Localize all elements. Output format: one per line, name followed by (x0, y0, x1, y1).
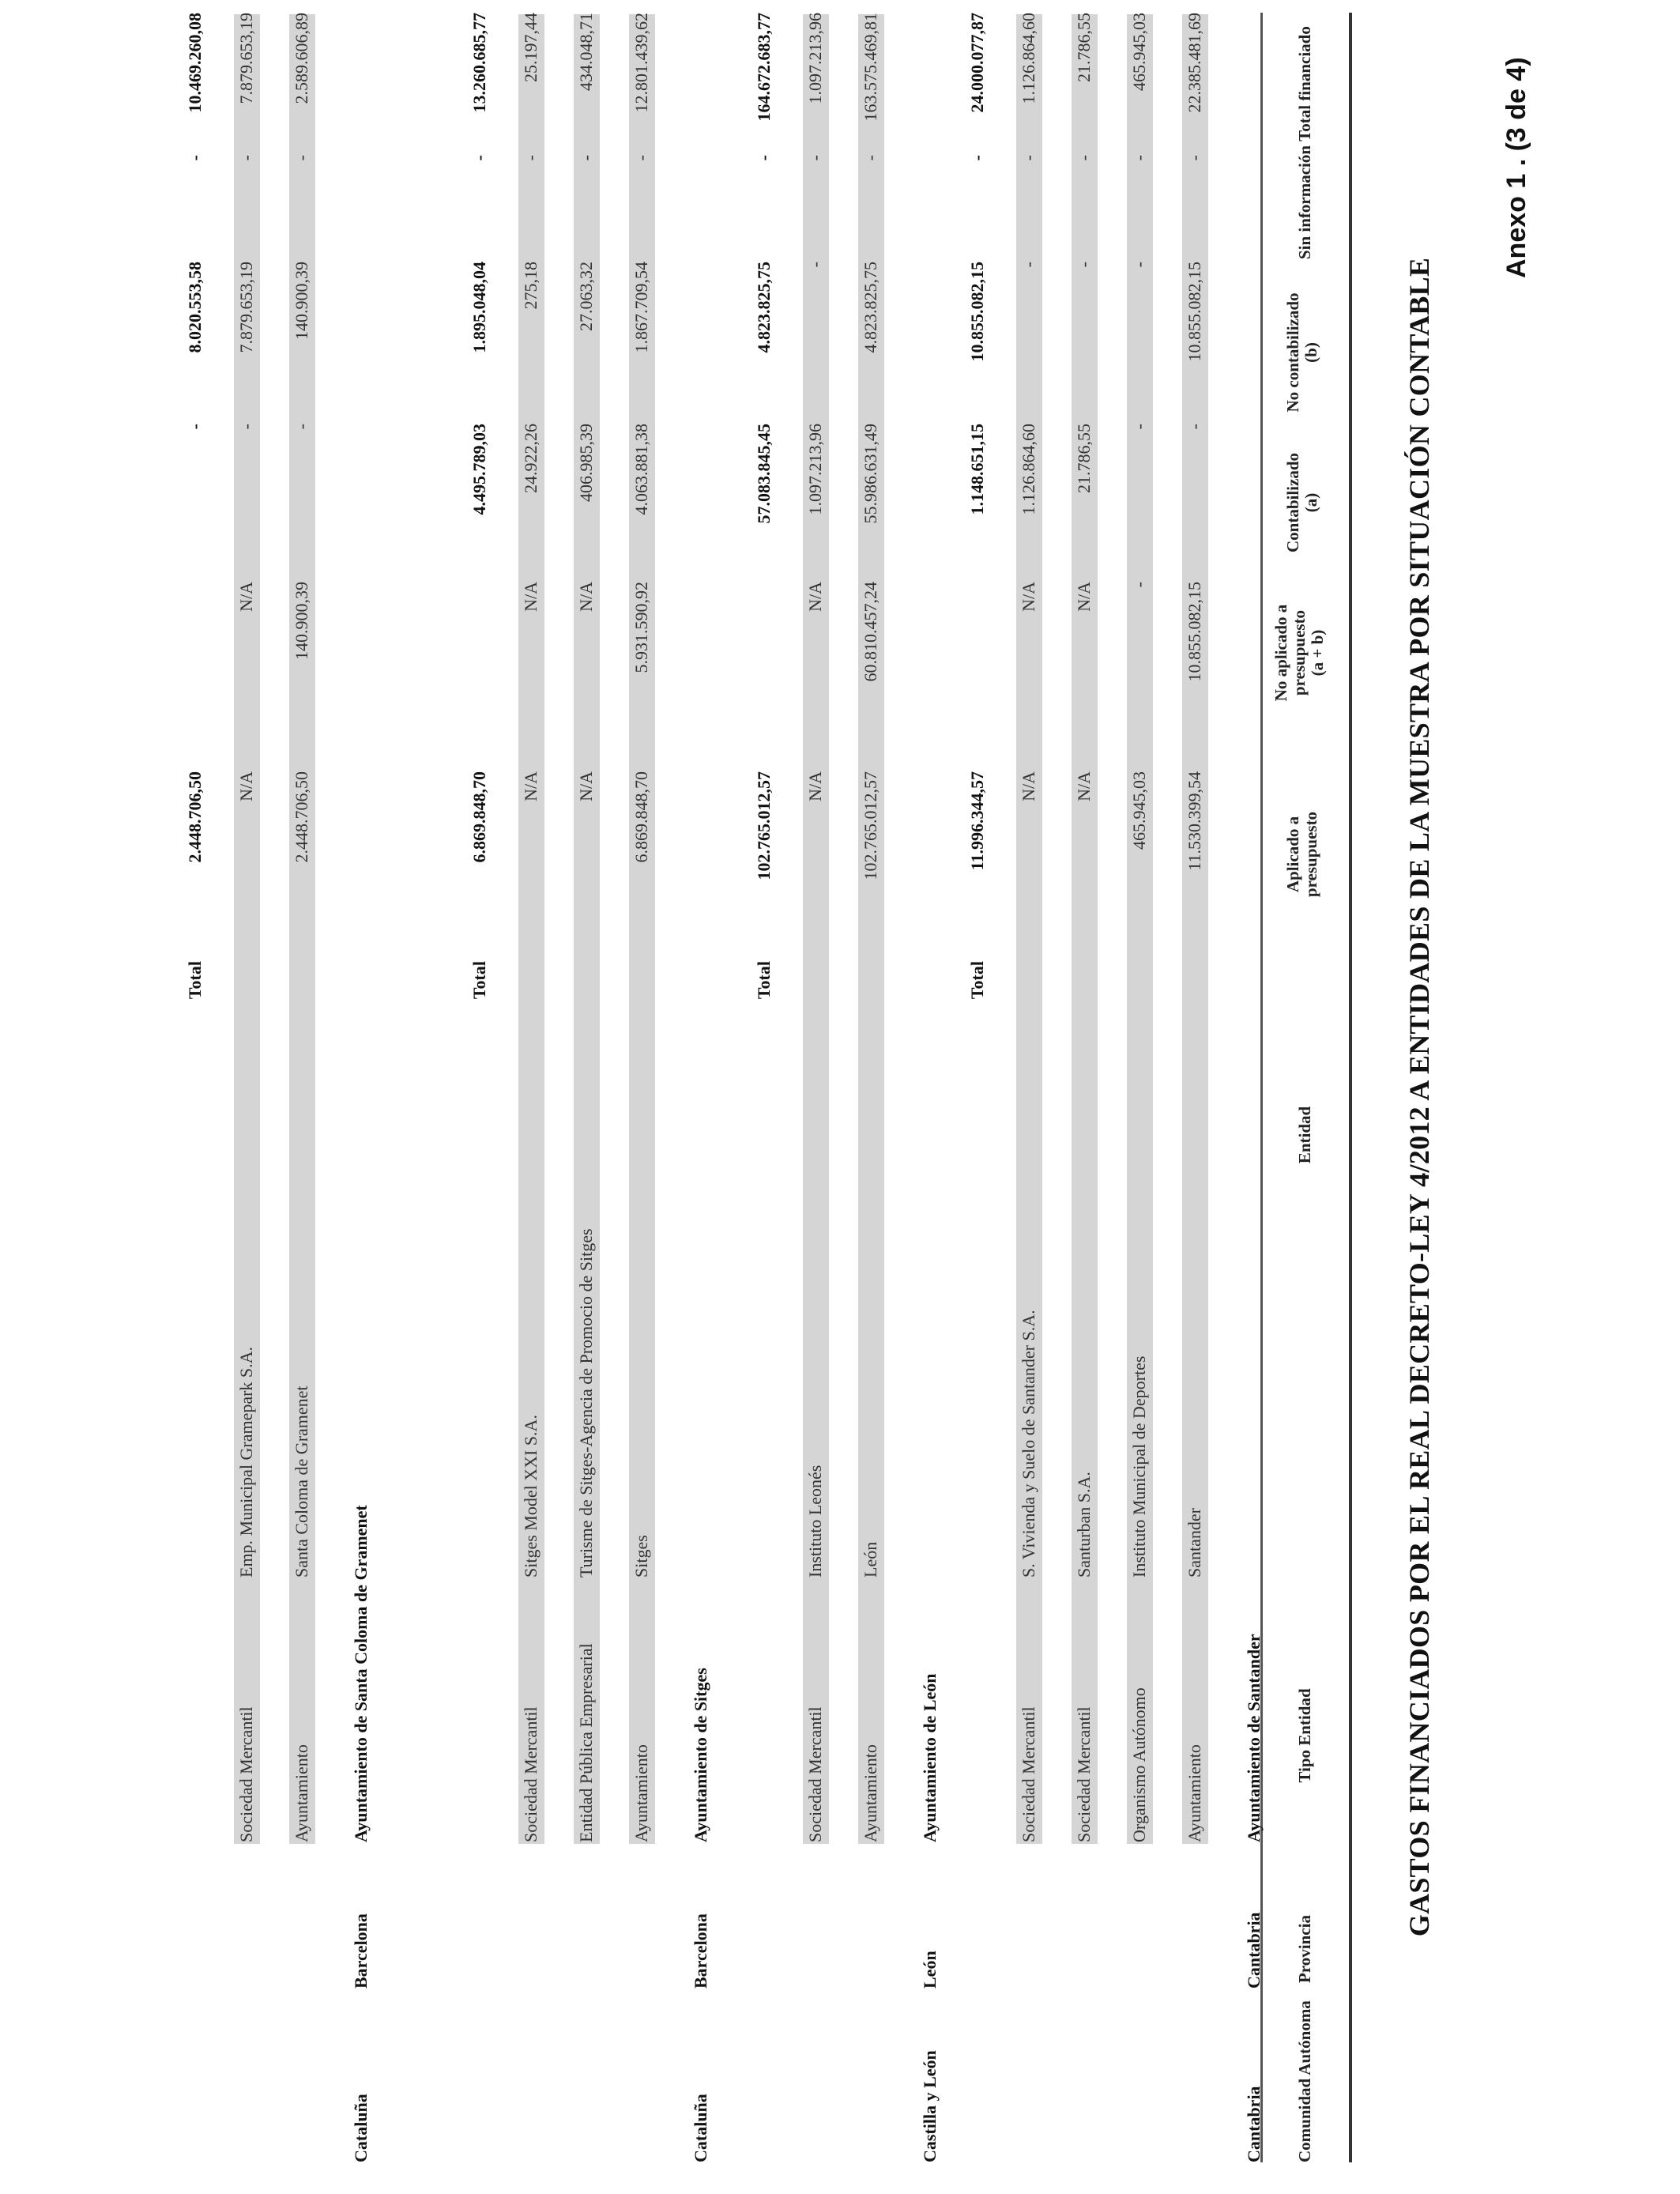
no-aplicado-cell: N/A (1019, 582, 1038, 612)
total-total: 164.672.683,77 (754, 13, 774, 122)
contabilizado-cell: 24.922,26 (521, 424, 541, 493)
header-aplicado-line1: Aplicado a (1283, 816, 1302, 893)
total-total: 24.000.077,87 (967, 13, 987, 113)
no-contabilizado-cell: - (1074, 262, 1094, 268)
sin-info-cell: - (1074, 155, 1094, 161)
no-aplicado-cell: - (1129, 582, 1149, 588)
provincia-cell: Cantabria (1244, 1912, 1264, 1989)
aplicado-cell: 102.765.012,57 (861, 771, 880, 880)
aplicado-cell: 465.945,03 (1129, 771, 1149, 850)
total-cell: 1.126.864,60 (1019, 13, 1038, 104)
total-aplicado: 6.869.848,70 (469, 771, 489, 863)
no-contabilizado-cell: 4.823.825,75 (861, 262, 880, 353)
tipo-cell: Sociedad Mercantil (521, 1706, 541, 1842)
header-no-aplicado-line2: presupuesto (1290, 609, 1309, 696)
total-cell: 22.385.481,69 (1185, 13, 1204, 113)
sin-info-cell: - (1185, 155, 1204, 161)
comunidad-cell: Cataluña (691, 2094, 710, 2162)
contabilizado-cell: - (1129, 424, 1149, 430)
tipo-cell: Ayuntamiento (1185, 1744, 1204, 1842)
total-cell: 21.786,55 (1074, 13, 1094, 82)
total-no-contabilizado: 1.895.048,04 (469, 262, 489, 353)
no-contabilizado-cell: - (1019, 262, 1038, 268)
tipo-cell: Ayuntamiento (631, 1744, 651, 1842)
total-no-contabilizado: 10.855.082,15 (967, 262, 987, 362)
contabilizado-cell: 21.786,55 (1074, 424, 1094, 493)
tipo-cell: Ayuntamiento (292, 1744, 311, 1842)
total-total: 13.260.685,77 (469, 13, 489, 113)
comunidad-cell: Cantabria (1244, 2086, 1264, 2162)
aplicado-cell: N/A (1019, 771, 1038, 801)
total-cell: 2.589.606,89 (292, 13, 311, 104)
no-contabilizado-cell: 10.855.082,15 (1185, 262, 1204, 362)
entidad-cell: Santander (1185, 1508, 1204, 1578)
total-cell: 1.097.213,96 (805, 13, 825, 104)
aplicado-cell: 11.530.399,54 (1185, 771, 1204, 871)
entidad-cell: Emp. Municipal Gramepark S.A. (236, 1346, 256, 1578)
header-no-aplicado-line3: (a + b) (1308, 629, 1327, 677)
header-no-contabilizado-line1: No contabilizado (1283, 292, 1302, 413)
total-label: Total (967, 961, 987, 1000)
entidad-cell: S. Vivienda y Suelo de Santander S.A. (1019, 1310, 1038, 1578)
entidad-cell: Sitges Model XXI S.A. (521, 1415, 541, 1578)
total-sin-info: - (469, 155, 489, 161)
table-top-rule (1349, 13, 1352, 2162)
sin-info-cell: - (861, 155, 880, 161)
total-cell: 12.801.439,62 (631, 13, 651, 113)
sin-info-cell: - (1019, 155, 1038, 161)
header-no-aplicado (1272, 562, 1327, 744)
tipo-cell: Sociedad Mercantil (236, 1706, 256, 1842)
aplicado-cell: 2.448.706,50 (292, 771, 311, 863)
contabilizado-cell: - (1185, 424, 1204, 430)
no-contabilizado-cell: - (1129, 262, 1149, 268)
total-contabilizado: - (185, 424, 205, 430)
provincia-cell: Barcelona (351, 1913, 371, 1989)
entidad-cell: Instituto Municipal de Deportes (1129, 1355, 1149, 1578)
sin-info-cell: - (576, 155, 596, 161)
total-contabilizado: 1.148.651,15 (967, 424, 987, 515)
no-contabilizado-cell: 140.900,39 (292, 262, 311, 340)
entidad-cell: Sitges (631, 1535, 651, 1578)
page-title: GASTOS FINANCIADOS POR EL REAL DECRETO-LEY 4/2012 A ENTIDADES DE LA MUESTRA POR SITUACIÓN CONTABLE (1403, 257, 1435, 1937)
header-comunidad: Comunidad Autónoma (1295, 2000, 1314, 2162)
total-contabilizado: 4.495.789,03 (469, 424, 489, 515)
aplicado-cell: N/A (1074, 771, 1094, 801)
provincia-cell: Barcelona (691, 1913, 710, 1989)
total-aplicado: 2.448.706,50 (185, 771, 205, 863)
contabilizado-cell: - (292, 424, 311, 430)
sin-info-cell: - (805, 155, 825, 161)
header-sin-info: Sin información (1295, 145, 1314, 260)
aplicado-cell: 6.869.848,70 (631, 771, 651, 863)
contabilizado-cell: 1.126.864,60 (1019, 424, 1038, 515)
no-aplicado-cell: N/A (521, 582, 541, 612)
no-contabilizado-cell: - (805, 262, 825, 268)
entidad-cell: Instituto Leonés (805, 1465, 825, 1578)
total-total: 10.469.260,08 (185, 13, 205, 113)
header-total: Total financiado (1295, 26, 1314, 141)
no-aplicado-cell: 5.931.590,92 (631, 582, 651, 673)
no-contabilizado-cell: 275,18 (521, 262, 541, 310)
contabilizado-cell: 55.986.631,49 (861, 424, 880, 524)
header-aplicado-line2: presupuesto (1301, 811, 1320, 898)
total-cell: 465.945,03 (1129, 13, 1149, 91)
total-label: Total (469, 961, 489, 1000)
total-sin-info: - (967, 155, 987, 161)
provincia-cell: León (920, 1951, 940, 1989)
header-aplicado (1284, 763, 1320, 945)
aplicado-cell: N/A (521, 771, 541, 801)
total-cell: 25.197,44 (521, 13, 541, 82)
group-heading: Ayuntamiento de Santander (1244, 1634, 1264, 1842)
total-no-contabilizado: 8.020.553,58 (185, 262, 205, 353)
tipo-cell: Entidad Pública Empresarial (576, 1643, 596, 1842)
header-no-contabilizado (1284, 266, 1320, 439)
total-sin-info: - (185, 155, 205, 161)
contabilizado-cell: 4.063.881,38 (631, 424, 651, 515)
aplicado-cell: N/A (236, 771, 256, 801)
group-heading: Ayuntamiento de León (920, 1673, 940, 1842)
no-aplicado-cell: N/A (236, 582, 256, 612)
total-no-contabilizado: 4.823.825,75 (754, 262, 774, 353)
header-no-aplicado-line1: No aplicado a (1271, 604, 1290, 702)
aplicado-cell: N/A (805, 771, 825, 801)
header-tipo: Tipo Entidad (1295, 1688, 1314, 1783)
no-aplicado-cell: N/A (576, 582, 596, 612)
entidad-cell: Turisme de Sitges-Agencia de Promocio de Sitges (576, 1228, 596, 1578)
no-aplicado-cell: N/A (1074, 582, 1094, 612)
no-aplicado-cell: 140.900,39 (292, 582, 311, 660)
total-contabilizado: 57.083.845,45 (754, 424, 774, 524)
header-no-contabilizado-line2: (b) (1301, 342, 1320, 363)
sin-info-cell: - (292, 155, 311, 161)
sin-info-cell: - (1129, 155, 1149, 161)
no-contabilizado-cell: 7.879.653,19 (236, 262, 256, 353)
total-label: Total (185, 961, 205, 1000)
header-contabilizado (1284, 424, 1320, 582)
entidad-cell: Santa Coloma de Gramenet (292, 1385, 311, 1578)
total-cell: 434.048,71 (576, 13, 596, 91)
tipo-cell: Organismo Autónomo (1129, 1687, 1149, 1842)
group-heading: Ayuntamiento de Santa Coloma de Gramenet (351, 1505, 371, 1842)
total-label: Total (754, 961, 774, 1000)
header-provincia: Provincia (1295, 1915, 1314, 1983)
sin-info-cell: - (631, 155, 651, 161)
header-contabilizado-line2: (a) (1301, 492, 1320, 513)
aplicado-cell: N/A (576, 771, 596, 801)
no-contabilizado-cell: 1.867.709,54 (631, 262, 651, 353)
total-aplicado: 11.996.344,57 (967, 771, 987, 871)
no-aplicado-cell: 60.810.457,24 (861, 582, 880, 682)
comunidad-cell: Castilla y León (920, 2050, 940, 2162)
group-heading: Ayuntamiento de Sitges (691, 1668, 710, 1842)
tipo-cell: Sociedad Mercantil (805, 1706, 825, 1842)
total-sin-info: - (754, 155, 774, 161)
total-cell: 7.879.653,19 (236, 13, 256, 104)
contabilizado-cell: - (236, 424, 256, 430)
sin-info-cell: - (236, 155, 256, 161)
tipo-cell: Sociedad Mercantil (1019, 1706, 1038, 1842)
no-aplicado-cell: 10.855.082,15 (1185, 582, 1204, 682)
header-contabilizado-line1: Contabilizado (1283, 452, 1302, 553)
header-entidad: Entidad (1295, 1106, 1314, 1164)
total-cell: 163.575.469,81 (861, 13, 880, 122)
comunidad-cell: Cataluña (351, 2094, 371, 2162)
tipo-cell: Ayuntamiento (861, 1744, 880, 1842)
total-aplicado: 102.765.012,57 (754, 771, 774, 880)
no-contabilizado-cell: 27.063,32 (576, 262, 596, 331)
sin-info-cell: - (521, 155, 541, 161)
entidad-cell: León (861, 1541, 880, 1578)
contabilizado-cell: 1.097.213,96 (805, 424, 825, 515)
entidad-cell: Santurban S.A. (1074, 1472, 1094, 1578)
no-aplicado-cell: N/A (805, 582, 825, 612)
contabilizado-cell: 406.985,39 (576, 424, 596, 502)
annex-label: Anexo 1 . (3 de 4) (1501, 57, 1531, 278)
tipo-cell: Sociedad Mercantil (1074, 1706, 1094, 1842)
